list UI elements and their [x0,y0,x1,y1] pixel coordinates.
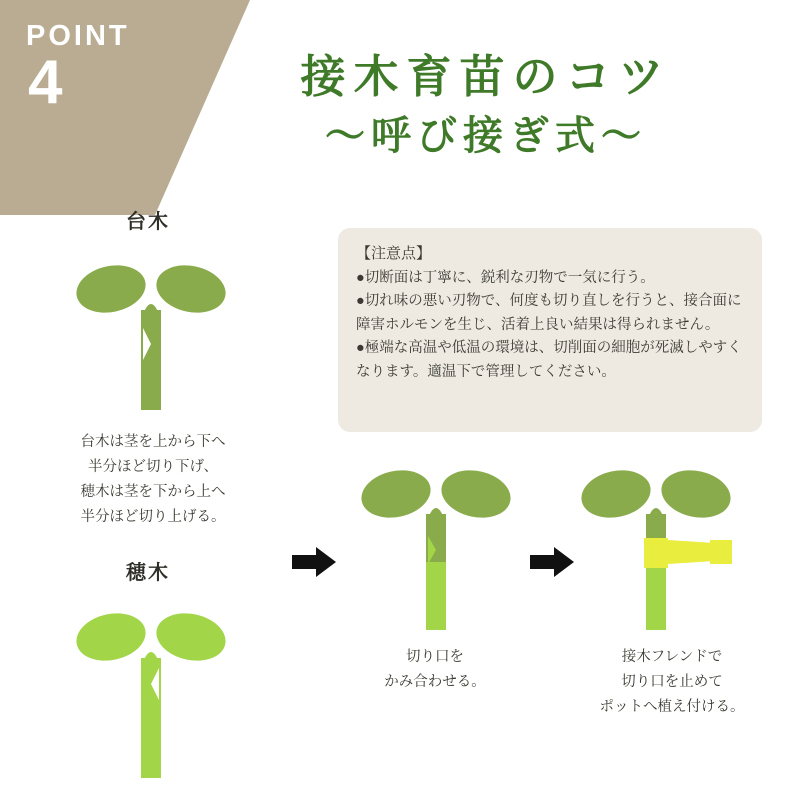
left-caption-line-1: 台木は茎を上から下へ [80,434,226,450]
scion-label: 穂木 [126,562,170,584]
clipped-leaf-right [657,464,735,524]
scion-crown [141,652,161,668]
joined-caption-line-1: 切り口を [406,649,464,665]
notes-line-1: ●切断面は丁寧に、鋭利な刃物で一気に行う。 [356,270,655,286]
clipped-caption-line-1: 接木フレンドで [621,649,723,665]
left-caption-line-4: 半分ほど切り上げる。 [80,508,226,525]
left-caption-line-3: 穂木は茎を下から上へ [80,483,226,500]
notes-title: 【注意点】 [356,246,432,262]
rootstock-figure [60,232,240,412]
joined-crown [426,508,446,524]
rootstock-label: 台木 [126,211,170,233]
scion-leaf-right [152,607,230,667]
graft-clip-tip [710,540,732,564]
page-title-main: 接木育苗のコツ [300,52,672,102]
clipped-caption-line-3: ポットへ植え付ける。 [599,698,745,715]
notes-line-2: ●切れ味の悪い刃物で、何度も切り直しを行うと、接合面に障害ホルモンを生じ、活着上良い結果は得られません。 [356,293,742,333]
rootstock-stem [141,310,161,410]
joined-caption-line-2: かみ合わせる。 [384,673,486,690]
point-label: POINT [26,20,130,52]
scion-leaf-left [72,607,150,667]
notes-line-3: ●極端な高温や低温の環境は、切削面の細胞が死滅しやすくなります。適温下で管理してください。 [356,340,742,380]
left-caption-line-2: 半分ほど切り下げ、 [88,458,218,475]
page-title-sub: 〜呼び接ぎ式〜 [325,112,647,158]
clipped-figure [560,440,770,630]
clipped-crown [646,508,666,524]
joined-leaf-left [357,464,435,524]
point-number: 4 [28,48,63,117]
rootstock-leaf-right [152,259,230,319]
notes-box [338,228,762,432]
clipped-caption [572,645,772,720]
clipped-caption-line-2: 切り口を止めて [621,673,723,690]
scion-figure [60,580,240,780]
joined-figure [340,440,530,630]
page-title [196,52,776,162]
graft-clip-body [644,538,668,568]
joined-caption [355,645,515,695]
joined-leaf-right [437,464,515,524]
left-caption [48,430,258,530]
clipped-leaf-left [577,464,655,524]
arrow-right-icon-1 [292,545,336,579]
